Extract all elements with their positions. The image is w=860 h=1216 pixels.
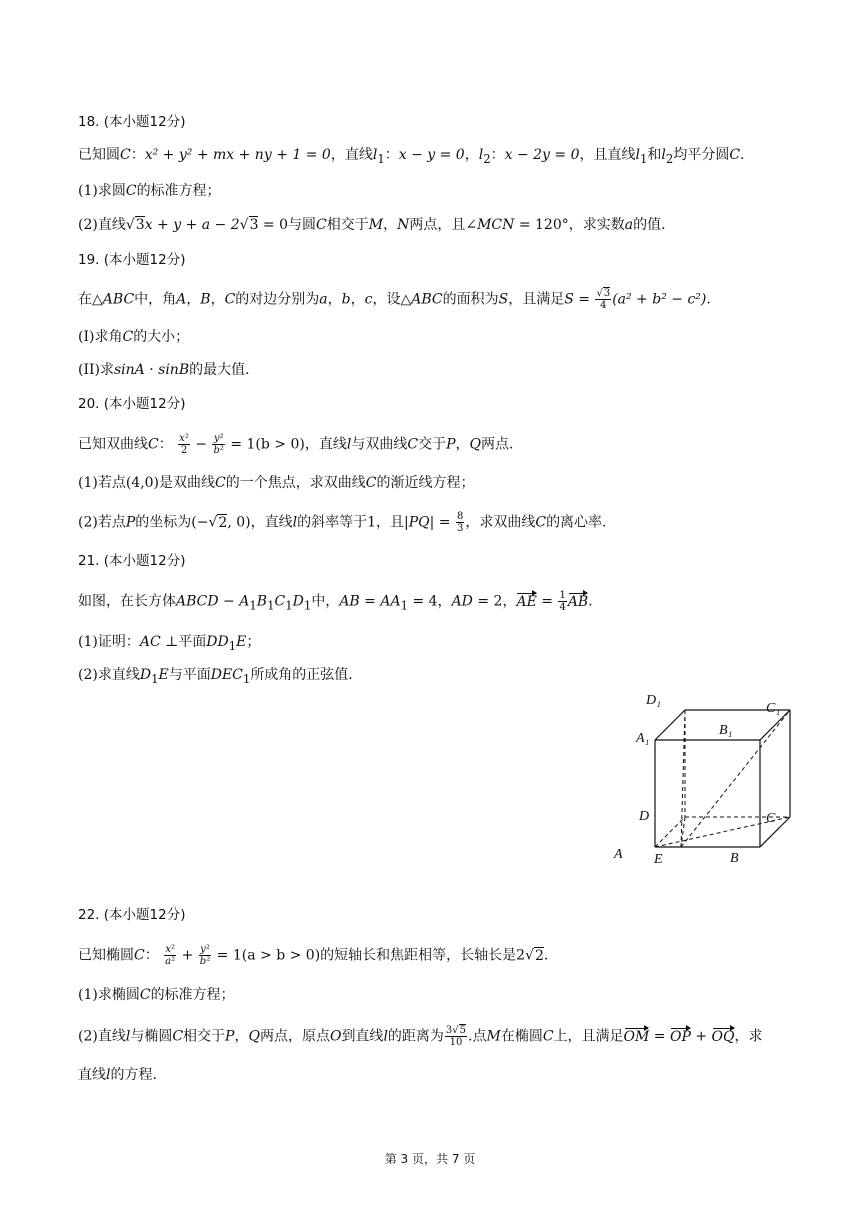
q19-part1: (I)求角C的大小； bbox=[78, 329, 190, 345]
q20-part1: (1)若点(4,0)是双曲线C的一个焦点，求双曲线C的渐近线方程； bbox=[78, 475, 475, 491]
label-E: E bbox=[654, 852, 663, 867]
q22-part2: (2)直线l与椭圆C相交于P，Q两点，原点O到直线l的距离为 $\frac{3√5}{10}$ .点M在椭圆C上，且满足OM = OP + OQ，求 bbox=[78, 1025, 763, 1048]
label-B1: B₁ bbox=[719, 723, 733, 738]
label-D: D bbox=[639, 809, 650, 824]
q22-part2-cont: 直线l的方程. bbox=[78, 1067, 157, 1083]
q19-header: 19. (本小题12分) bbox=[78, 252, 186, 268]
page-footer: 第 3 页，共 7 页 bbox=[384, 1152, 476, 1166]
q18-part2: (2)直线√3x + y + a − 2√3 = 0与圆C相交于M，N两点，且∠MCN = 120°，求实数a的值. bbox=[78, 217, 666, 233]
cuboid-figure bbox=[614, 690, 800, 870]
label-C1: C₁ bbox=[766, 701, 781, 716]
q18-part1: (1)求圆C的标准方程； bbox=[78, 183, 221, 199]
q18-header: 18. (本小题12分) bbox=[78, 114, 186, 130]
q18-stem: 已知圆C：x² + y² + mx + ny + 1 = 0，直线$l_1$：x − y = 0，$l_2$：x − 2y = 0，且直线$l_1$和$l_2$均平分圆C. bbox=[78, 147, 745, 166]
q20-part2: (2)若点P的坐标为(−√2, 0)，直线l的斜率等于1，且|PQ| = $\frac{8}{3}$ ，求双曲线C的离心率. bbox=[78, 511, 607, 534]
q20-stem: 已知双曲线C： $\frac{\text{x²}}{2}$ − $\frac{\text{y²}}{\text{b²}}$ = 1(b > 0)，直线l与双曲线C交于P，Q两点. bbox=[78, 433, 514, 456]
label-D1: D₁ bbox=[646, 693, 661, 708]
label-C: C bbox=[766, 811, 776, 826]
q21-stem: 如图，在长方体ABCD − $A_1B_1C_1D_1$中，AB = $AA_1 = 4$，AD = 2，AE = $\frac{1}{4}$ AB. bbox=[78, 590, 593, 613]
label-A: A bbox=[614, 847, 623, 862]
q21-part1: (1)证明：AC ⊥平面$DD_1E$； bbox=[78, 634, 261, 653]
q19-stem: 在△ABC中，角A，B，C的对边分别为a，b，c，设△ABC的面积为S，且满足S = $\frac{√3}{4}$ (a² + b² − c²). bbox=[78, 288, 711, 311]
q21-header: 21. (本小题12分) bbox=[78, 553, 186, 569]
label-B: B bbox=[730, 851, 739, 866]
q22-part1: (1)求椭圆C的标准方程； bbox=[78, 987, 235, 1003]
q21-part2: (2)求直线$D_1E$与平面$DEC_1$所成角的正弦值. bbox=[78, 667, 353, 686]
q20-header: 20. (本小题12分) bbox=[78, 396, 186, 412]
label-A1: A₁ bbox=[636, 731, 650, 746]
q22-header: 22. (本小题12分) bbox=[78, 907, 186, 923]
q22-stem: 已知椭圆C： $\frac{\text{x²}}{\text{a²}}$ + $\frac{\text{y²}}{\text{b²}}$ = 1(a > b > 0)的短轴长和焦距相等，长轴长是2√2. bbox=[78, 944, 549, 967]
q19-part2: (II)求sinA · sinB的最大值. bbox=[78, 362, 250, 378]
